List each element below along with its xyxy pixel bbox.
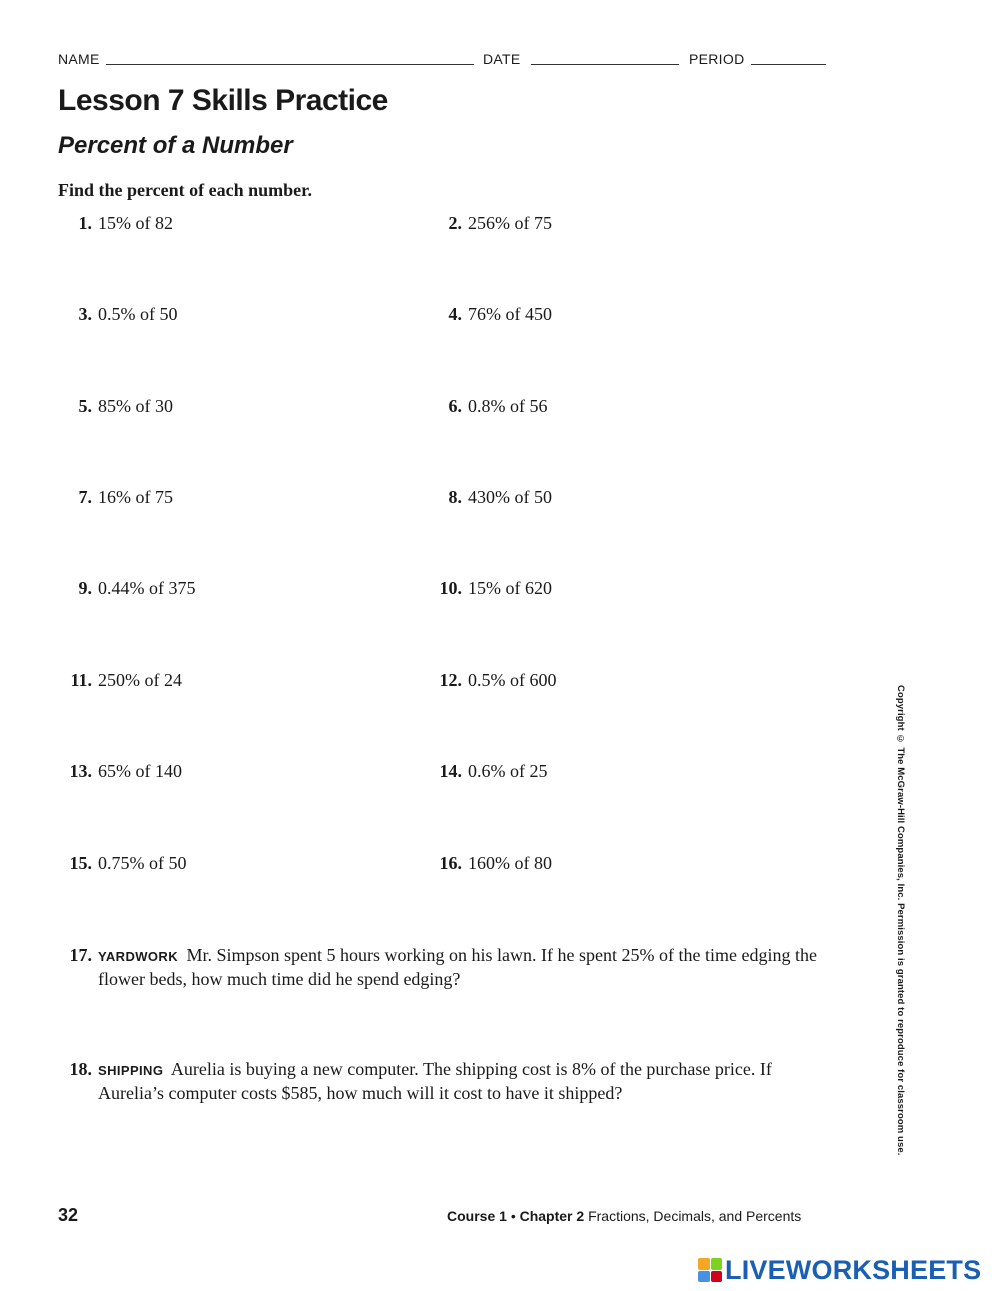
page-number: 32 xyxy=(58,1205,79,1225)
problem-number: 2. xyxy=(448,213,462,233)
problem-number: 17. xyxy=(69,945,92,965)
problem-number: 7. xyxy=(78,487,92,507)
page-title: Lesson 7 Skills Practice xyxy=(58,84,388,117)
problem-number: 6. xyxy=(448,396,462,416)
problem-13 xyxy=(58,761,182,782)
problem-14 xyxy=(428,761,548,782)
problem-number: 11. xyxy=(70,670,92,690)
problem-8 xyxy=(428,487,552,508)
problem-number: 12. xyxy=(439,670,462,690)
problem-text: 85% of 30 xyxy=(98,396,173,416)
problem-text: 15% of 82 xyxy=(98,213,173,233)
problem-16 xyxy=(428,853,552,874)
date-line[interactable] xyxy=(531,64,679,65)
problem-number: 3. xyxy=(78,304,92,324)
name-line[interactable] xyxy=(106,64,474,65)
problem-text: 256% of 75 xyxy=(468,213,552,233)
problem-6 xyxy=(428,396,548,417)
problem-number: 9. xyxy=(78,578,92,598)
page-subtitle: Percent of a Number xyxy=(58,132,293,159)
footer-course-info xyxy=(447,1208,801,1224)
problem-text: 160% of 80 xyxy=(468,853,552,873)
problem-3 xyxy=(58,304,178,325)
problem-text: 15% of 620 xyxy=(468,578,552,598)
problem-text: 0.44% of 375 xyxy=(98,578,196,598)
problem-text: 76% of 450 xyxy=(468,304,552,324)
problem-number: 15. xyxy=(69,853,92,873)
copyright-notice: Copyright © The McGraw-Hill Companies, Inc. Permission is granted to reproduce for classroom use. xyxy=(895,685,906,1156)
date-label: DATE xyxy=(483,51,521,67)
problem-text: Aurelia is buying a new computer. The shipping cost is 8% of the purchase price. If Aurelia’s computer costs $585, how much will it cost to have it shipped? xyxy=(98,1059,772,1103)
footer-chapter: Chapter 2 xyxy=(519,1208,585,1224)
footer-course: Course 1 xyxy=(447,1208,507,1224)
liveworksheets-logo[interactable] xyxy=(698,1255,981,1285)
problem-11 xyxy=(58,670,182,691)
problem-keyword: YARDWORK xyxy=(98,949,179,964)
problem-number: 10. xyxy=(439,578,462,598)
problem-number: 8. xyxy=(448,487,462,507)
problem-text: 0.8% of 56 xyxy=(468,396,548,416)
problem-9 xyxy=(58,578,196,599)
word-problem-17 xyxy=(58,944,858,991)
name-label: NAME xyxy=(58,51,100,67)
problem-number: 5. xyxy=(78,396,92,416)
problem-text: 250% of 24 xyxy=(98,670,182,690)
problem-text: 0.75% of 50 xyxy=(98,853,187,873)
problem-text: 16% of 75 xyxy=(98,487,173,507)
liveworksheets-icon xyxy=(698,1258,722,1282)
problem-text: 0.5% of 50 xyxy=(98,304,178,324)
problem-text: 430% of 50 xyxy=(468,487,552,507)
problem-number: 18. xyxy=(69,1059,92,1079)
period-line[interactable] xyxy=(751,64,826,65)
problem-number: 13. xyxy=(69,761,92,781)
problem-5 xyxy=(58,396,173,417)
problem-keyword: SHIPPING xyxy=(98,1063,164,1078)
problem-15 xyxy=(58,853,187,874)
problem-2 xyxy=(428,213,552,234)
problem-number: 14. xyxy=(439,761,462,781)
problem-number: 1. xyxy=(78,213,92,233)
problem-text: 0.6% of 25 xyxy=(468,761,548,781)
problem-text: Mr. Simpson spent 5 hours working on his lawn. If he spent 25% of the time edging the flower beds, how much time did he spend edging? xyxy=(98,945,817,989)
problem-7 xyxy=(58,487,173,508)
period-label: PERIOD xyxy=(689,51,745,67)
problem-1 xyxy=(58,213,173,234)
problem-number: 4. xyxy=(448,304,462,324)
brand-name: LIVEWORKSHEETS xyxy=(725,1254,982,1285)
word-problem-18 xyxy=(58,1058,858,1105)
footer-separator: • xyxy=(510,1208,516,1224)
problem-text: 65% of 140 xyxy=(98,761,182,781)
problem-12 xyxy=(428,670,557,691)
footer-chapter-title: Fractions, Decimals, and Percents xyxy=(588,1208,802,1224)
problem-4 xyxy=(428,304,552,325)
problem-text: 0.5% of 600 xyxy=(468,670,557,690)
problem-number: 16. xyxy=(439,853,462,873)
instructions: Find the percent of each number. xyxy=(58,180,312,200)
problem-10 xyxy=(428,578,552,599)
